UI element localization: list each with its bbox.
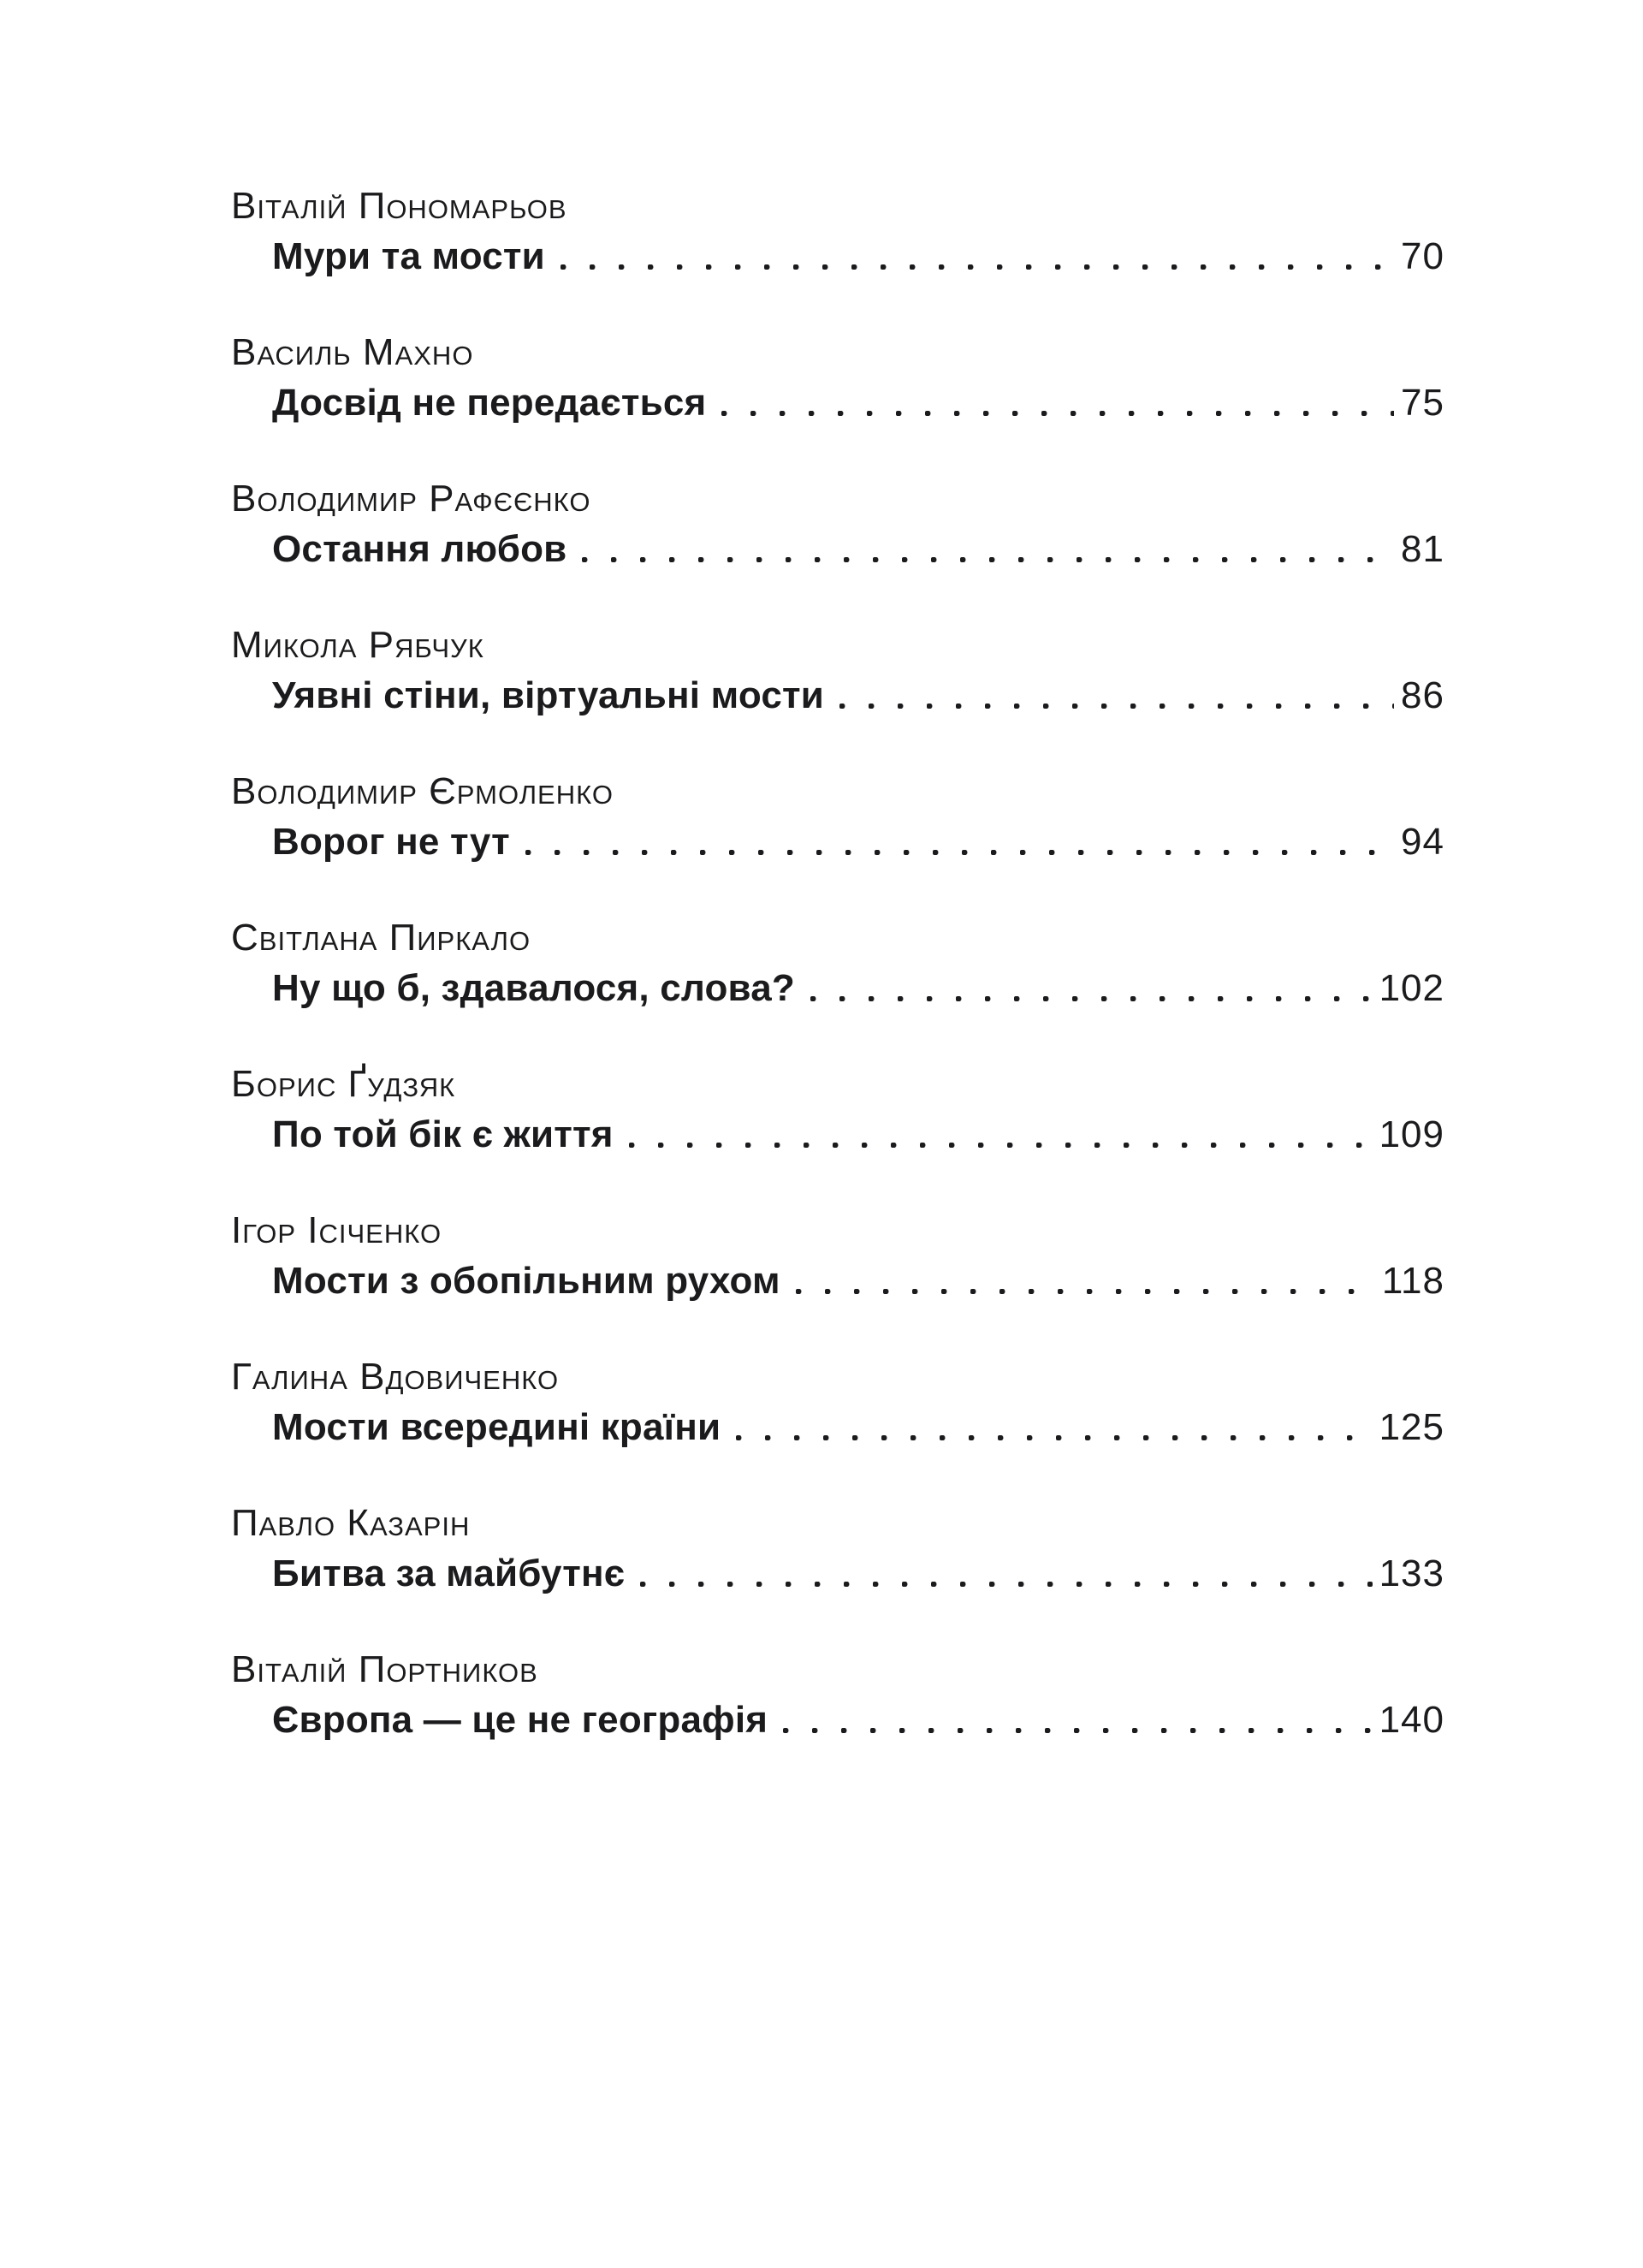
toc-entry <box>231 621 1444 719</box>
dot-leader <box>559 233 1394 280</box>
toc-entry-title: Битва за майбутнє <box>272 1553 626 1594</box>
toc-entry-title: Ну що б, здавалося, слова? <box>272 967 795 1009</box>
toc-entry <box>231 1646 1444 1743</box>
toc-entry-link[interactable] <box>231 1404 1444 1451</box>
toc-entry-page-number: 102 <box>1379 967 1444 1009</box>
toc-entry-page-number: 133 <box>1379 1553 1444 1594</box>
toc-entry-title: Мости всередині країни <box>272 1406 721 1448</box>
dot-leader <box>720 379 1394 426</box>
toc-entry-author: Борис Ґудзяк <box>231 1063 456 1105</box>
toc-entry-author: Павло Казарін <box>231 1502 471 1544</box>
toc-entry-page-number: 70 <box>1401 235 1444 277</box>
toc-entry-title: Мури та мости <box>272 235 545 277</box>
dot-leader <box>638 1550 1372 1597</box>
toc-entry-link[interactable] <box>231 818 1444 865</box>
dot-leader <box>809 965 1373 1012</box>
toc-entry-page-number: 75 <box>1401 382 1444 424</box>
toc-entry-link[interactable] <box>231 1550 1444 1597</box>
toc-entry-author: Світлана Пиркало <box>231 917 531 959</box>
toc-entry-title: Остання любов <box>272 528 567 570</box>
toc-entry-author: Володимир Єрмоленко <box>231 770 614 812</box>
toc-entry-link[interactable] <box>231 1111 1444 1158</box>
toc-entry-page-number: 86 <box>1401 674 1444 716</box>
dot-leader <box>734 1404 1372 1451</box>
toc-entry-author: Віталій Пономарьов <box>231 185 567 227</box>
toc-entry <box>231 475 1444 573</box>
toc-entry-title: По той бік є життя <box>272 1113 614 1155</box>
dot-leader <box>838 672 1394 719</box>
dot-leader <box>794 1257 1375 1304</box>
toc-entry-link[interactable] <box>231 525 1444 573</box>
toc-entry <box>231 182 1444 280</box>
toc-entry <box>231 1353 1444 1451</box>
toc-list <box>231 182 1444 1743</box>
toc-entry-link[interactable] <box>231 233 1444 280</box>
toc-entry-link[interactable] <box>231 1257 1444 1304</box>
toc-entry-author: Володимир Рафєєнко <box>231 478 591 520</box>
toc-entry-author: Василь Махно <box>231 331 474 373</box>
toc-entry-title: Уявні стіни, віртуальні мости <box>272 674 824 716</box>
toc-entry-page-number: 118 <box>1381 1260 1444 1302</box>
toc-entry-page-number: 94 <box>1401 821 1444 863</box>
toc-entry-page-number: 125 <box>1379 1406 1444 1448</box>
dot-leader <box>627 1111 1373 1158</box>
dot-leader <box>781 1696 1372 1743</box>
toc-entry <box>231 1499 1444 1597</box>
dot-leader <box>524 818 1394 865</box>
toc-entry-link[interactable] <box>231 1696 1444 1743</box>
toc-entry-author: Віталій Портников <box>231 1648 538 1690</box>
toc-entry-author: Микола Рябчук <box>231 624 484 666</box>
toc-entry-title: Європа — це не географія <box>272 1699 768 1741</box>
toc-entry-page-number: 81 <box>1401 528 1444 570</box>
toc-entry <box>231 914 1444 1012</box>
toc-entry-author: Ігор Ісіченко <box>231 1209 442 1251</box>
toc-entry-page-number: 140 <box>1379 1699 1444 1741</box>
toc-entry-author: Галина Вдовиченко <box>231 1356 560 1398</box>
toc-entry-link[interactable] <box>231 379 1444 426</box>
toc-entry <box>231 768 1444 865</box>
toc-entry-link[interactable] <box>231 672 1444 719</box>
toc-entry <box>231 329 1444 426</box>
toc-entry <box>231 1060 1444 1158</box>
toc-entry-title: Ворог не тут <box>272 821 510 863</box>
toc-entry-link[interactable] <box>231 965 1444 1012</box>
toc-entry <box>231 1207 1444 1304</box>
dot-leader <box>580 525 1394 573</box>
toc-entry-title: Досвід не передається <box>272 382 707 424</box>
toc-entry-title: Мости з обопільним рухом <box>272 1260 780 1302</box>
toc-entry-page-number: 109 <box>1379 1113 1444 1155</box>
